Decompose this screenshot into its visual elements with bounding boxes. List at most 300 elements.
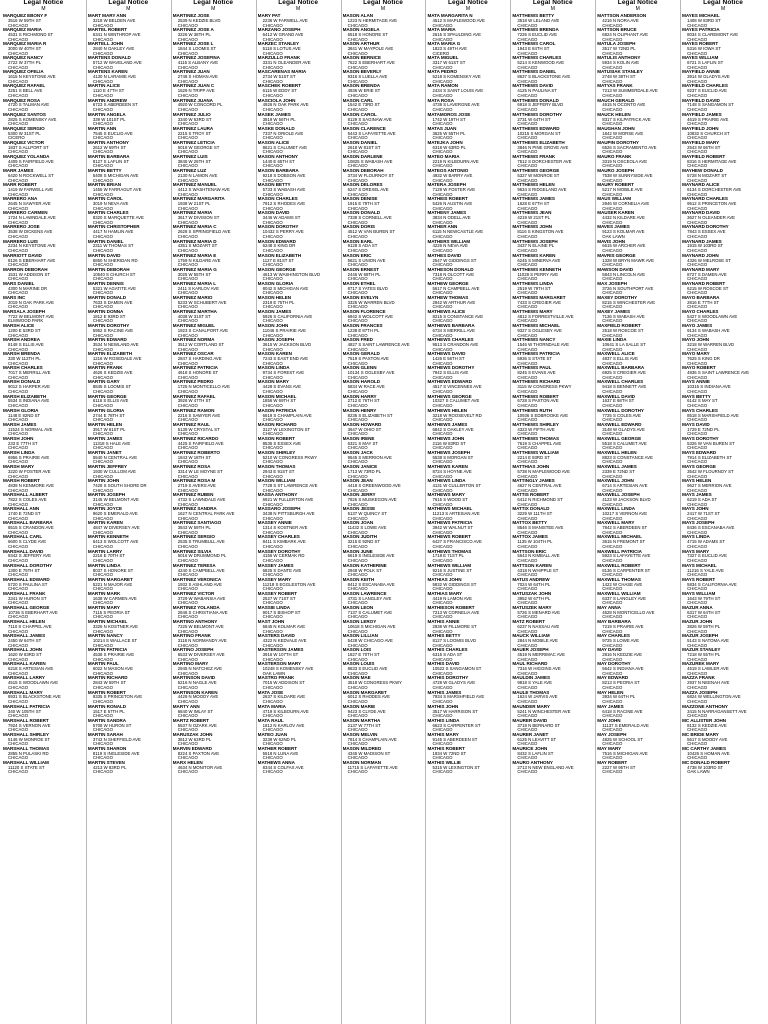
entry-name: MASON JESSE <box>342 507 376 512</box>
entry-address: 5923 S LAFAYETTE AVE <box>602 554 651 559</box>
entry-address: 3615 N FREMONT ST <box>602 540 646 545</box>
entry-name: MAZUR JOHN <box>682 620 713 625</box>
entry-city: CHICAGO <box>347 544 368 549</box>
entry-name: MASON JERRY <box>342 493 376 498</box>
entry-address: 2712 E 76TH ST <box>347 399 380 404</box>
entry-address: 2214 E 93RD ST <box>517 455 550 460</box>
entry-name: MASON GEORGE <box>257 267 296 272</box>
entry-address: 3251 S BELL AVE <box>8 89 43 94</box>
list-item <box>3 127 84 141</box>
entry-name: MARQUEZ RAFAEL <box>3 84 46 89</box>
entry-address: 3516 W 59TH ST <box>8 18 42 23</box>
entry-address: 7625 S KING DR <box>687 357 720 362</box>
entry-city: CHICAGO <box>347 446 368 451</box>
entry-address: 9725 S LOWE AVE <box>602 639 639 644</box>
list-item <box>427 183 508 197</box>
entry-address: 1742 W 19TH ST <box>432 117 466 122</box>
entry-address: 5708 W HURON ST <box>92 723 132 728</box>
entry-address: 4836 S SAINT LAWRENCE AVE <box>687 371 750 376</box>
entry-address: 3118 N NORMANDY AVE <box>177 639 227 644</box>
entry-address: 5834 W RACE AVE <box>347 385 385 390</box>
entry-name: MARQUEZ ROSA <box>3 98 41 103</box>
entry-city: CHICAGO <box>517 263 538 268</box>
entry-name: MASON LINDA <box>257 366 290 371</box>
entry-address: 5728 N MOZART ST <box>687 173 727 178</box>
list-item <box>3 254 84 268</box>
entry-city: CHICAGO <box>8 685 29 690</box>
entry-city: CHICAGO <box>262 629 283 634</box>
entry-name: MASON DOROTHY <box>257 225 299 230</box>
list-item <box>682 395 764 409</box>
list-item <box>597 592 678 606</box>
entry-name: MARTIN MICHAEL <box>87 620 128 625</box>
entry-name: MARTIN NANCY <box>87 634 123 639</box>
list-item <box>173 70 254 84</box>
entry-city: OAK LAWN <box>687 770 710 775</box>
entry-address: 1615 N KEYSTONE AVE <box>8 75 56 80</box>
entry-address: 1823 S 49TH AVE <box>432 47 468 52</box>
list-item <box>682 352 764 366</box>
entry-city: CHICAGO <box>8 347 29 352</box>
entry-city: CHICAGO <box>177 587 198 592</box>
list-item <box>343 141 424 155</box>
entry-address: 1938 W 21ST PL <box>177 202 211 207</box>
entry-city: CHICAGO <box>262 206 283 211</box>
entry-address: 1837 S ALLPORT ST <box>8 145 49 150</box>
entry-city: CHICAGO <box>262 756 283 761</box>
entry-address: 9335 S PRINCETON AVE <box>92 695 143 700</box>
entry-name: MATHER ROBERT <box>257 746 298 751</box>
entry-city: CHICAGO <box>517 530 538 535</box>
entry-city: CHICAGO <box>602 629 623 634</box>
entry-address: 5518 N LUNA AVE <box>262 751 299 756</box>
entry-address: 5926 S CALIFORNIA AVE <box>262 314 313 319</box>
entry-address: 8535 S ESSEX AVE <box>262 441 302 446</box>
entry-name: MATHIS DAVID <box>427 662 460 667</box>
list-item <box>427 535 508 549</box>
entry-city: CHICAGO <box>8 37 29 42</box>
entry-city: CHICAGO <box>8 770 29 775</box>
entry-name: MC CARTHY JAMES <box>682 746 726 751</box>
list-item <box>512 324 593 338</box>
entry-city: CHICAGO <box>432 756 453 761</box>
list-item <box>343 352 424 366</box>
list-item <box>173 268 254 282</box>
entry-name: MAY DAVID <box>597 648 622 653</box>
list-item <box>173 564 254 578</box>
entry-address: 5834 S CALIFORNIA AVE <box>687 582 737 587</box>
entry-address: 2645 N SAWYER AVE <box>8 202 51 207</box>
entry-address: 330 W 112TH PL <box>8 357 41 362</box>
list-item <box>88 634 169 648</box>
entry-name: MASON PATRICIA <box>257 408 297 413</box>
list-item <box>597 240 678 254</box>
entry-name: MATHIS ANNIE <box>427 620 460 625</box>
entry-name: MARTIN FRANK <box>87 366 123 371</box>
list-item <box>427 324 508 338</box>
entry-name: MASSEY DOROTHY <box>257 549 301 554</box>
entry-name: MASON JOHN <box>257 324 289 329</box>
entry-city: CHICAGO <box>92 700 113 704</box>
entry-address: 2744 E 78TH ST <box>92 413 125 418</box>
entry-city: CHICAGO <box>432 643 453 648</box>
entry-name: MARTINEZ PEDRO <box>172 380 214 385</box>
list-item <box>173 733 254 747</box>
list-item <box>427 268 508 282</box>
entry-address: 6218 S ARTESIAN AVE <box>8 667 54 672</box>
entry-address: 4512 S MAPLEWOOD AVE <box>432 18 485 23</box>
entry-city: CHICAGO <box>432 206 453 211</box>
entry-name: MAXWELL EDWARD <box>597 422 642 427</box>
entry-address: 2748 S HOMAN AVE <box>177 75 218 80</box>
entry-name: MASON JUNE <box>342 549 373 554</box>
list-item <box>512 691 593 705</box>
entry-city: CHICAGO <box>602 136 623 141</box>
entry-city: CHICAGO <box>262 305 283 310</box>
entry-address: 8727 S DAMEN AVE <box>687 272 727 277</box>
entry-address: 11120 S STATE ST <box>8 765 45 770</box>
entry-city: CHICAGO <box>92 756 113 761</box>
list-item <box>88 366 169 380</box>
entry-name: MATULA JOSEPH <box>597 42 636 47</box>
entry-name: MAXEY DOROTHY <box>597 295 638 300</box>
entry-name: MASON ELIZABETH <box>257 253 302 258</box>
entry-address: 3127 W LEXINGTON ST <box>262 427 311 432</box>
list-item <box>427 197 508 211</box>
entry-city: CHICAGO <box>602 79 623 84</box>
entry-city: CHICAGO <box>177 79 198 84</box>
entry-city: CHICAGO <box>687 685 708 690</box>
entry-name: MAY BARBARA <box>597 620 631 625</box>
list-item <box>343 507 424 521</box>
list-item <box>597 705 678 719</box>
entry-name: MAXEY JAMES <box>597 309 631 314</box>
entry-address: 3726 N SOUTHPORT AVE <box>602 286 654 291</box>
entry-address: 3617 W DIVISION ST <box>177 216 220 221</box>
list-item <box>597 324 678 338</box>
list-item <box>258 521 339 535</box>
entry-city: CHICAGO <box>177 108 198 113</box>
list-item <box>597 493 678 507</box>
entry-address: 4123 W JACKSON BLVD <box>602 498 651 503</box>
entry-address: 3625 W 55TH PL <box>432 131 466 136</box>
entry-name: MATA MARIA G <box>427 42 461 47</box>
entry-city: CHICAGO <box>517 375 538 380</box>
list-item <box>512 507 593 521</box>
list-item <box>597 28 678 42</box>
entry-address: 2130 N LAMON AVE <box>177 173 218 178</box>
list-item <box>597 338 678 352</box>
entry-city: CHICAGO <box>517 488 538 493</box>
entry-name: MASON MILDRED <box>342 746 382 751</box>
entry-name: MARTELL JOHN <box>87 42 124 47</box>
list-item <box>343 676 424 690</box>
entry-address: 3019 N NEVA AVE <box>92 202 129 207</box>
list-item <box>343 42 424 56</box>
entry-name: MARS DANIEL <box>3 281 35 286</box>
entry-city: CHICAGO <box>8 291 29 296</box>
entry-name: MAYNARD JAMES <box>682 239 722 244</box>
entry-city: CHICAGO <box>687 249 708 253</box>
entry-city: CHICAGO <box>602 432 623 437</box>
list-item <box>343 183 424 197</box>
entry-city: CHICAGO <box>517 178 538 183</box>
list-item <box>512 211 593 225</box>
list-item <box>597 183 678 197</box>
entry-name: MATAS JUAN <box>427 126 457 131</box>
list-item <box>3 409 84 423</box>
entry-address: 2234 N KEYSTONE AVE <box>8 244 56 249</box>
entry-address: 4115 S ALBANY AVE <box>177 61 219 66</box>
entry-name: MASON HENRY <box>342 408 377 413</box>
entry-name: MARTINO ANTHONY <box>172 620 218 625</box>
entry-name: MASON DELORES <box>342 183 383 188</box>
entry-address: 10522 S SANGAMON ST <box>432 667 482 672</box>
list-item <box>88 705 169 719</box>
entry-city: CHICAGO <box>687 516 708 521</box>
entry-name: MASON LEROY <box>342 620 377 625</box>
entry-name: MARRERO CARMEN <box>3 211 48 216</box>
entry-address: 1856 W 69TH ST <box>262 399 296 404</box>
entry-name: MARSHALL WILLIAM <box>3 760 49 765</box>
entry-city: CHICAGO <box>432 333 453 338</box>
entry-name: MARTEL ROBERT <box>87 28 127 33</box>
entry-name: MAYO JAMES <box>682 324 713 329</box>
entry-city: CHICAGO <box>262 291 283 296</box>
entry-city: CHICAGO <box>8 516 29 521</box>
entry-address: 10327 S CALUMET AVE <box>432 399 480 404</box>
entry-name: MASSEY ROBERT <box>257 591 298 596</box>
entry-name: MARSH MARY <box>3 465 34 469</box>
entry-name: MARR JAMES <box>3 169 34 174</box>
entry-name: MARTIN MARGARET <box>87 577 133 582</box>
entry-city: CHICAGO <box>92 333 113 338</box>
entry-city: CHICAGO <box>177 23 198 28</box>
entry-city: CHICAGO <box>687 150 708 155</box>
entry-city: CHICAGO <box>262 136 283 141</box>
entry-address: 1843 W 18TH ST <box>177 455 211 460</box>
entry-address: 2434 S SAINT LOUIS AVE <box>432 89 484 94</box>
list-item <box>343 634 424 648</box>
entry-name: MATA MARGARITA N <box>427 14 473 18</box>
listing-column <box>257 0 342 1024</box>
entry-name: MARTIN RICHARD <box>87 676 128 681</box>
entry-name: MASON DEBORAH <box>342 169 384 174</box>
entry-address: 9418 S BENNETT AVE <box>602 385 647 390</box>
entry-city: CHICAGO <box>92 530 113 535</box>
list-item <box>682 84 764 98</box>
entry-address: 5408 S MICHIGAN AVE <box>92 173 139 178</box>
list-item <box>597 56 678 70</box>
entry-address: 4613 W WASHINGTON BLVD <box>262 272 321 277</box>
entry-city: CHICAGO <box>347 178 368 183</box>
list-item <box>427 691 508 705</box>
entry-address: 4731 S LANGLEY AVE <box>347 596 392 601</box>
entry-city: CHICAGO <box>262 333 283 338</box>
list-item <box>258 14 339 28</box>
entry-address: 5934 S KOLIN AVE <box>602 61 640 66</box>
entry-address: 3325 W WARREN BLVD <box>347 300 395 305</box>
list-item <box>3 282 84 296</box>
entry-city: CHICAGO <box>177 220 198 225</box>
list-item <box>343 282 424 296</box>
list-item <box>88 42 169 56</box>
entry-city: CHICAGO <box>602 291 623 296</box>
entry-address: 3812 W 63RD PL <box>177 737 212 742</box>
entry-city: CHICAGO <box>177 685 198 690</box>
entry-city: CHICAGO <box>687 178 708 183</box>
entry-city: CHICAGO <box>8 756 29 761</box>
entry-address: 9218 S DOBSON AVE <box>262 173 306 178</box>
entry-city: CHICAGO <box>92 460 113 465</box>
entry-city: CHICAGO <box>8 629 29 634</box>
entry-city: CHICAGO <box>347 333 368 338</box>
entry-name: MARTIN ANTHONY <box>87 140 129 145</box>
entry-address: 11046 S PRAIRIE AVE <box>262 328 306 333</box>
entry-city: CHICAGO <box>177 65 198 70</box>
entry-name: MATHEWS ALICE <box>427 309 466 314</box>
entry-city: CHICAGO <box>262 742 283 747</box>
entry-address: 2543 W 66TH ST <box>687 145 721 150</box>
entry-name: MASON LOIS <box>342 648 372 653</box>
list-item <box>3 211 84 225</box>
list-item <box>427 550 508 564</box>
entry-city: CHICAGO <box>687 220 708 225</box>
entry-name: MAYNARD ALICE <box>682 183 720 188</box>
entry-address: 8845 S LOOMIS ST <box>92 385 132 390</box>
entry-address: 7615 S WOOD ST <box>432 498 468 503</box>
entry-name: MASON JOSEPH <box>257 338 295 343</box>
entry-address: 2637 S KILDARE AVE <box>262 695 306 700</box>
entry-name: MASON KATHERINE <box>342 563 387 568</box>
entry-address: 8129 S SAGINAW AVE <box>347 117 392 122</box>
entry-city: CHICAGO <box>92 277 113 282</box>
entry-city: CHICAGO <box>602 164 623 169</box>
entry-address: 339 W 101ST PL <box>92 117 126 122</box>
list-item <box>173 183 254 197</box>
list-item <box>258 423 339 437</box>
entry-name: MATYAS FRANK <box>597 84 633 89</box>
entry-name: MATTHEWS DANIEL <box>512 70 557 75</box>
list-item <box>682 169 764 183</box>
entry-city: CHICAGO <box>92 51 113 56</box>
entry-address: 7115 S PEORIA ST <box>92 610 131 615</box>
entry-address: 5327 W MONROE ST <box>517 173 560 178</box>
entry-city: CHICAGO <box>347 671 368 676</box>
entry-city: CHICAGO <box>517 700 538 704</box>
list-item <box>427 155 508 169</box>
list-item <box>597 620 678 634</box>
entry-address: 9128 S ADA ST <box>347 244 378 249</box>
entry-city: CHICAGO <box>92 291 113 296</box>
entry-address: 4512 W VAN BUREN ST <box>347 230 396 235</box>
list-item <box>682 338 764 352</box>
entry-city: CHICAGO <box>92 37 113 42</box>
entry-name: MAVES JAMES <box>597 225 630 230</box>
entry-city: CHICAGO <box>432 65 453 70</box>
entry-address: 5018 W GEORGE ST <box>177 145 220 150</box>
list-item <box>258 113 339 127</box>
list-item <box>343 169 424 183</box>
list-item <box>343 28 424 42</box>
list-item <box>3 733 84 747</box>
entry-city: CHICAGO <box>177 714 198 719</box>
entry-name: MARTIN DANIEL <box>87 239 124 244</box>
list-item <box>512 592 593 606</box>
entry-address: 4318 N WHIPPLE ST <box>517 568 559 573</box>
entry-address: 10618 S MICHIGAN AVE <box>347 624 396 629</box>
entry-name: MASON ALICE <box>257 140 290 145</box>
list-item <box>427 14 508 28</box>
list-item <box>88 550 169 564</box>
entry-city: CHICAGO <box>347 629 368 634</box>
list-item <box>258 719 339 733</box>
entry-name: MAURICE JOHN <box>512 746 548 751</box>
entry-name: MARSHALL KAREN <box>3 662 46 667</box>
entry-address: 3000 W 40TH ST <box>8 47 42 52</box>
entry-name: MASON DORIS <box>342 225 375 230</box>
entry-city: CHICAGO <box>177 432 198 437</box>
entry-name: MASON CAROL <box>342 112 377 117</box>
entry-name: MATTSON ERIC <box>512 549 547 554</box>
list-item <box>3 28 84 42</box>
entry-city: CHICAGO <box>177 136 198 141</box>
entry-name: MAY ANNA <box>597 605 621 610</box>
entry-address: 5233 W SCHUBERT AVE <box>177 300 227 305</box>
entry-address: 2311 W THOMAS ST <box>92 244 134 249</box>
entry-name: MASON KAREN <box>257 352 292 357</box>
list-item <box>682 254 764 268</box>
entry-address: 5936 S STATE ST <box>517 357 553 362</box>
entry-name: MARTINEZ JOSEFINA <box>172 56 220 61</box>
entry-name: MATHEWS DAVID <box>427 352 466 357</box>
entry-name: MAURO JOSEPH <box>597 169 634 174</box>
entry-address: 6623 S CARPENTER ST <box>432 723 481 728</box>
entry-name: MARSHALL DOROTHY <box>3 563 53 568</box>
entry-name: MARSH CHARLES <box>3 366 43 371</box>
list-item <box>597 451 678 465</box>
entry-address: 3729 W WABANSIA AVE <box>177 596 226 601</box>
entry-address: 8132 S KEDZIE AVE <box>687 723 727 728</box>
entry-city: CHICAGO <box>262 559 283 564</box>
list-item <box>173 634 254 648</box>
entry-city: CHICAGO <box>8 51 29 56</box>
entry-city: CHICAGO <box>8 700 29 704</box>
entry-city: CHICAGO <box>177 418 198 423</box>
entry-city: CHICAGO <box>92 418 113 423</box>
column-letter: M <box>211 6 216 12</box>
entry-address: 3542 W FLOURNOY ST <box>687 469 734 474</box>
entry-address: 4428 S EVANS AVE <box>262 385 301 390</box>
entry-name: MASON DANIEL <box>342 140 378 145</box>
entry-address: 1725 N MONTICELLO AVE <box>177 385 231 390</box>
entry-name: MARTIN RONALD <box>87 704 127 709</box>
entry-name: MAXWELL CHARLES <box>597 380 644 385</box>
entry-address: 7538 W SUNNYSIDE AVE <box>602 173 653 178</box>
list-item <box>258 282 339 296</box>
list-item <box>682 240 764 254</box>
list-item <box>597 225 678 239</box>
list-item <box>682 155 764 169</box>
list-item <box>343 705 424 719</box>
entry-name: MAVRIS GEORGE <box>597 253 636 258</box>
entry-address: 2938 W FILLMORE ST <box>432 624 477 629</box>
list-item <box>682 606 764 620</box>
entry-address: 1713 W 73RD PL <box>347 469 381 474</box>
list-item <box>512 634 593 648</box>
entry-name: MASEK JAMES <box>257 112 291 117</box>
entry-name: MAXFIELD ROBERT <box>597 324 641 329</box>
